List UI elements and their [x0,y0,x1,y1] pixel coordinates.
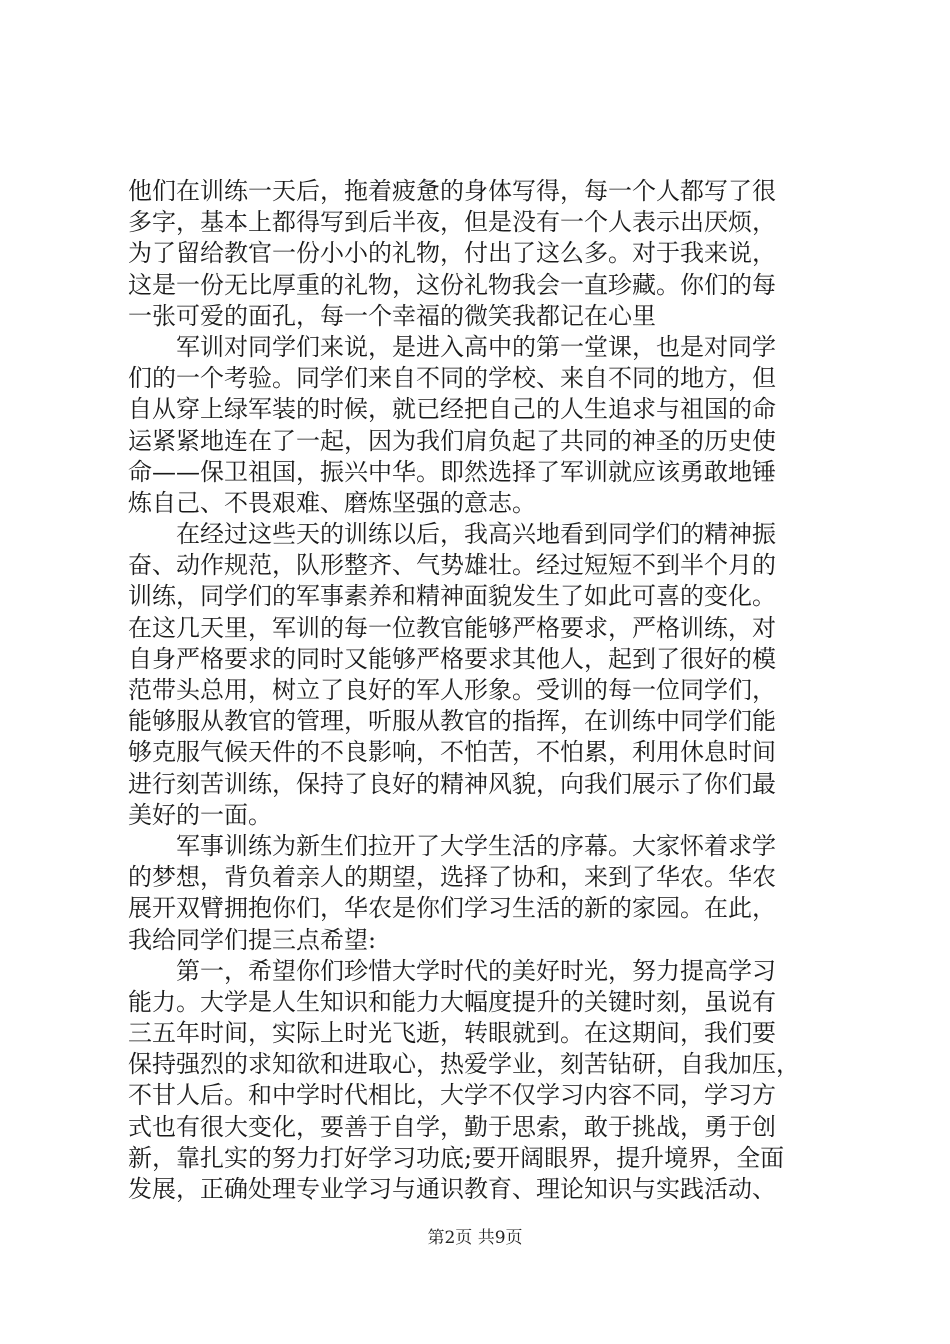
text-line: 够克服气候天件的不良影响，不怕苦，不怕累，利用休息时间 [128,738,776,767]
text-line: 运紧紧地连在了一起，因为我们肩负起了共同的神圣的历史使 [128,426,776,455]
text-line: 他们在训练一天后，拖着疲惫的身体写得，每一个人都写了很 [128,177,776,205]
text-line: 我给同学们提三点希望: [128,925,377,954]
text-line: 军事训练为新生们拉开了大学生活的序幕。大家怀着求学 [128,831,776,860]
text-line: 多字，基本上都得写到后半夜，但是没有一个人表示出厌烦， [128,208,776,237]
text-line: 们的一个考验。同学们来自不同的学校、来自不同的地方，但 [128,364,776,393]
text-line: 不甘人后。和中学时代相比，大学不仅学习内容不同，学习方 [128,1081,776,1110]
text-line: 在这几天里，军训的每一位教官能够严格要求，严格训练，对 [128,613,776,642]
text-line: 能够服从教官的管理，听服从教官的指挥，在训练中同学们能 [128,707,776,736]
page-footer: 第2页 共9页 [427,1228,523,1248]
text-line: 命——保卫祖国，振兴中华。即然选择了军训就应该勇敢地锤 [128,457,776,486]
text-line: 在经过这些天的训练以后，我高兴地看到同学们的精神振 [128,520,776,549]
text-line: 展开双臂拥抱你们，华农是你们学习生活的新的家园。在此， [128,894,776,923]
text-line: 能力。大学是人生知识和能力大幅度提升的关键时刻，虽说有 [128,987,776,1016]
text-line: 式也有很大变化，要善于自学，勤于思索，敢于挑战，勇于创 [128,1112,776,1141]
text-line: 自身严格要求的同时又能够严格要求其他人，起到了很好的模 [128,644,776,673]
text-line: 这是一份无比厚重的礼物，这份礼物我会一直珍藏。你们的每 [128,270,776,299]
text-line: 美好的一面。 [128,800,272,829]
text-line: 的梦想，背负着亲人的期望，选择了协和，来到了华农。华农 [128,863,776,892]
document-body [128,176,828,1205]
text-line: 保持强烈的求知欲和进取心，热爱学业，刻苦钻研，自我加压， [128,1050,800,1079]
text-line: 军训对同学们来说，是进入高中的第一堂课，也是对同学 [128,332,776,361]
text-line: 训练，同学们的军事素养和精神面貌发生了如此可喜的变化。 [128,582,776,611]
text-line: 奋、动作规范，队形整齐、气势雄壮。经过短短不到半个月的 [128,551,776,580]
text-line: 发展，正确处理专业学习与通识教育、理论知识与实践活动、 [128,1175,776,1203]
text-line: 炼自己、不畏艰难、磨炼坚强的意志。 [128,488,536,517]
text-line: 三五年时间，实际上时光飞逝，转眼就到。在这期间，我们要 [128,1019,776,1048]
text-line: 为了留给教官一份小小的礼物，付出了这么多。对于我来说， [128,239,776,268]
text-line: 新，靠扎实的努力打好学习功底;要开阔眼界，提升境界，全面 [128,1143,785,1172]
text-line: 自从穿上绿军装的时候，就已经把自己的人生追求与祖国的命 [128,395,776,424]
text-line: 进行刻苦训练，保持了良好的精神风貌，向我们展示了你们最 [128,769,776,798]
text-line: 一张可爱的面孔，每一个幸福的微笑我都记在心里 [128,301,656,330]
text-line: 范带头总用，树立了良好的军人形象。受训的每一位同学们， [128,676,776,704]
text-line: 第一，希望你们珍惜大学时代的美好时光，努力提高学习 [128,956,776,985]
